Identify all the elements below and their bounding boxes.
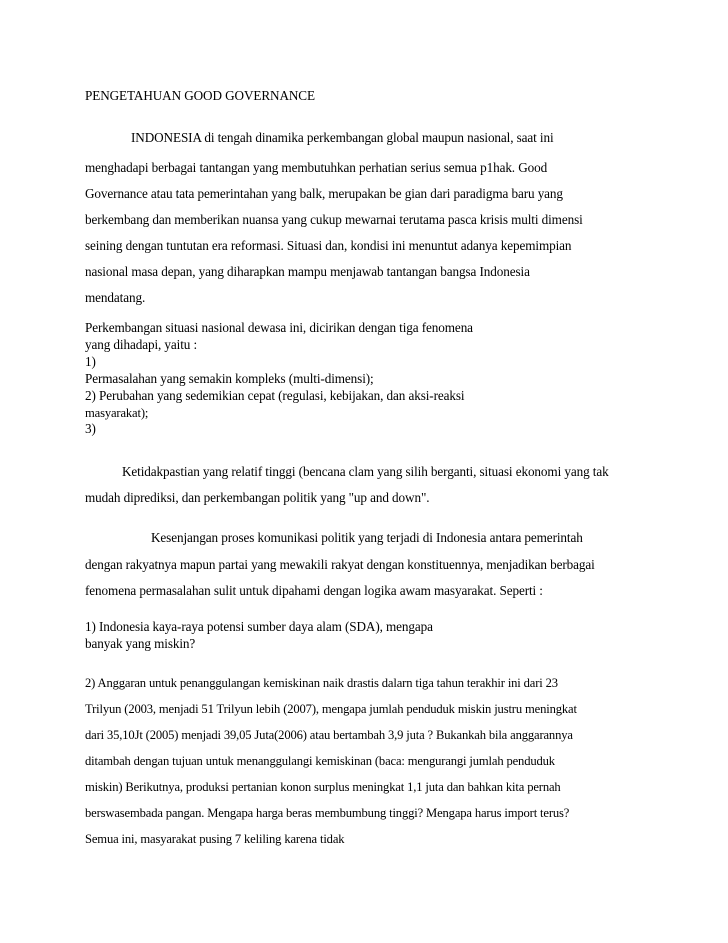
list-item: masyarakat); — [85, 406, 149, 420]
paragraph-line: menghadapi berbagai tantangan yang membutuhkan perhatian serius semua p1hak. Good — [85, 160, 548, 175]
paragraph-line: Semua ini, masyarakat pusing 7 keliling karena tidak — [85, 832, 345, 846]
paragraph-line: Governance atau tata pemerintahan yang balk, merupakan be gian dari paradigma baru yang — [85, 186, 563, 201]
paragraph-line: dari 35,10Jt (2005) menjadi 39,05 Juta(2006) atau bertambah 3,9 juta ? Bukankah bila anggarannya — [85, 728, 573, 742]
paragraph-line: berkembang dan memberikan nuansa yang cukup mewarnai terutama pasca krisis multi dimensi — [85, 212, 583, 227]
paragraph-line: seining dengan tuntutan era reformasi. Situasi dan, kondisi ini menuntut adanya kepemimpian — [85, 238, 572, 253]
paragraph-line: banyak yang miskin? — [85, 636, 196, 651]
list-item: 2) Perubahan yang sedemikian cepat (regulasi, kebijakan, dan aksi-reaksi — [85, 388, 465, 403]
paragraph-line: Trilyun (2003, menjadi 51 Trilyun lebih (2007), mengapa jumlah penduduk miskin justru meningkat — [85, 702, 577, 716]
paragraph-line: fenomena permasalahan sulit untuk dipahami dengan logika awam masyarakat. Seperti : — [85, 583, 543, 598]
paragraph-line: miskin) Berikutnya, produksi pertanian konon surplus meningkat 1,1 juta dan bahkan kita pernah — [85, 780, 561, 794]
paragraph-line: ditambah dengan tujuan untuk menanggulangi kemiskinan (baca: mengurangi jumlah penduduk — [85, 754, 555, 768]
document-title: PENGETAHUAN GOOD GOVERNANCE — [85, 88, 315, 103]
paragraph-line: INDONESIA di tengah dinamika perkembangan global maupun nasional, saat ini — [131, 130, 554, 145]
paragraph-line: Ketidakpastian yang relatif tinggi (bencana clam yang silih berganti, situasi ekonomi yang tak — [122, 464, 609, 479]
paragraph-line: 2) Anggaran untuk penanggulangan kemiskinan naik drastis dalarn tiga tahun terakhir ini dari 23 — [85, 676, 558, 690]
paragraph-line: 1) Indonesia kaya-raya potensi sumber daya alam (SDA), mengapa — [85, 619, 433, 634]
paragraph-line: berswasembada pangan. Mengapa harga beras membumbung tinggi? Mengapa harus import terus? — [85, 806, 570, 820]
paragraph-line: nasional masa depan, yang diharapkan mampu menjawab tantangan bangsa Indonesia — [85, 264, 530, 279]
paragraph-line: Perkembangan situasi nasional dewasa ini, dicirikan dengan tiga fenomena — [85, 320, 473, 335]
list-item: Permasalahan yang semakin kompleks (multi-dimensi); — [85, 371, 374, 386]
paragraph-line: mendatang. — [85, 290, 146, 305]
list-item-number: 1) — [85, 354, 96, 369]
paragraph-line: yang dihadapi, yaitu : — [85, 337, 198, 352]
list-item-number: 3) — [85, 421, 96, 436]
paragraph-line: Kesenjangan proses komunikasi politik yang terjadi di Indonesia antara pemerintah — [151, 530, 583, 545]
paragraph-line: mudah diprediksi, dan perkembangan politik yang "up and down". — [85, 490, 430, 505]
paragraph-line: dengan rakyatnya mapun partai yang mewakili rakyat dengan konstituennya, menjadikan berbagai — [85, 557, 595, 572]
